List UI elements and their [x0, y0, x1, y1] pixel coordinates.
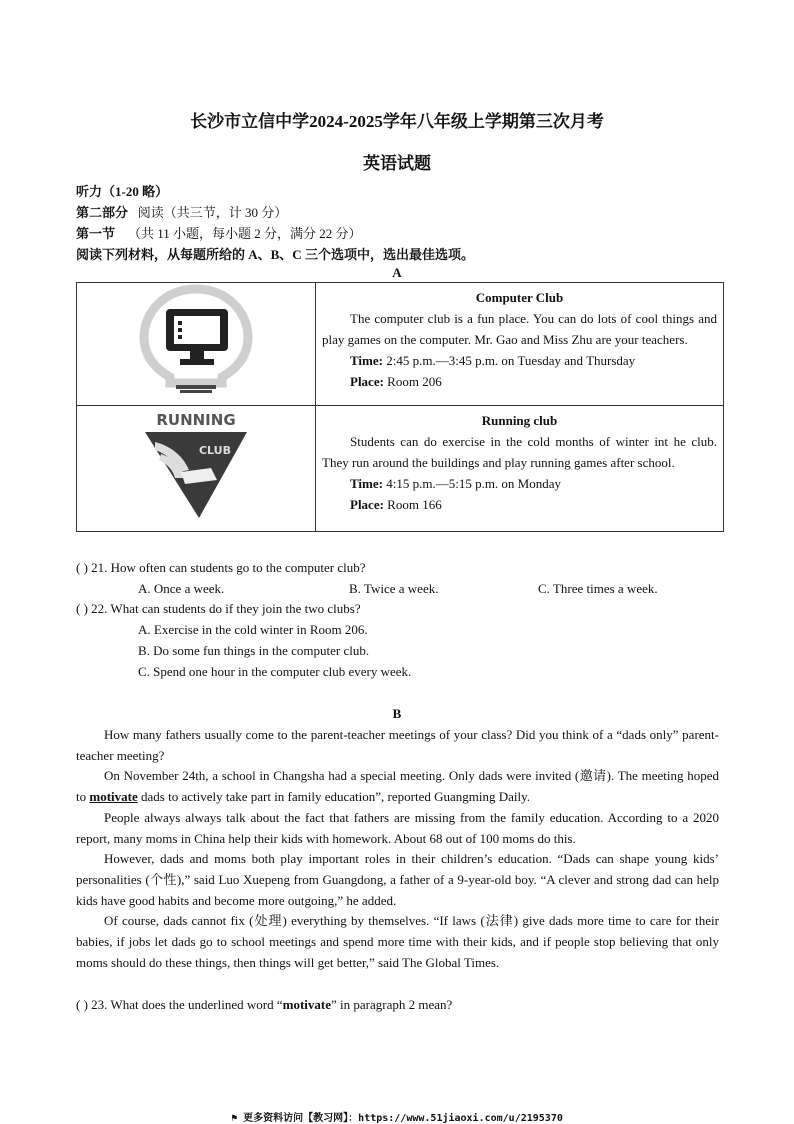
section-one-heading [76, 223, 362, 242]
computer-club-row [77, 283, 724, 406]
running-club-time-value: 4:15 p.m.—5:15 p.m. on Monday [382, 476, 562, 491]
p2-text-after: dads to actively take part in family education”, reported Guangming Daily. [137, 789, 531, 805]
computer-club-place [322, 371, 717, 392]
part-two-heading [76, 202, 287, 221]
running-club-place [322, 494, 717, 515]
question-23 [76, 997, 452, 1013]
computer-club-time [322, 350, 717, 371]
section-one-desc: （共 11 小题，每小题 2 分，满分 22 分） [128, 226, 362, 241]
computer-club-desc: The computer club is a fun place. You can do lots of cool things and play games on the computer. Mr. Gao and Miss Zhu are your teachers. [322, 311, 717, 347]
question-21: ( ) 21. How often can students go to the computer club? [76, 560, 366, 575]
underlined-word-motivate: motivate [89, 789, 138, 805]
passage-b-paragraph-4: However, dads and moms both play important roles in their children’s education. “Dads can shape young kids’ personalities (个性),” said Luo Xuepeng from Guangdong, a father of a 9-year-old boy. “A clever and strong dad can help kids have good habits and become more outgoing,” he added. [76, 851, 719, 908]
p2-text-before: On November 24th, a school in Changsha had a special meeting. Only dads were invited (邀请). The meeting hoped to [76, 768, 719, 805]
q23-text-after: ” in paragraph 2 mean? [331, 997, 453, 1012]
running-club-logo-cell [77, 406, 316, 532]
section-one-label: 第一节 [76, 226, 116, 241]
question-22: ( ) 22. What can students do if they join the two clubs? [76, 601, 361, 616]
passage-b-paragraph-5: Of course, dads cannot fix (处理) everything by themselves. “If laws (法律) give dads more time to care for their babies, if jobs let dads go to school meetings and spend more time with their kids, and if people stop believing that only moms should do these things, then things will get better,” said The Global Times. [76, 913, 719, 970]
computer-club-place-value: Room 206 [383, 374, 442, 389]
passage-b-paragraph-1: How many fathers usually come to the parent-teacher meetings of your class? Did you think of a “dads only” parent-teacher meeting? [76, 727, 719, 763]
q22-option-a: A. Exercise in the cold winter in Room 206. [138, 622, 368, 637]
computer-club-place-label: Place: [350, 374, 384, 389]
q21-option-a: A. Once a week. [138, 581, 225, 596]
computer-bulb-icon [136, 283, 256, 395]
computer-club-logo-cell [77, 283, 316, 406]
running-club-desc: Students can do exercise in the cold months of winter int he club. They run around the buildings and play running games after school. [322, 434, 717, 470]
passage-b-paragraph-3: People always always talk about the fact that fathers are missing from the family education. According to a 2020 report, many moms in China help their kids with homework. About 68 out of 100 moms do this. [76, 809, 719, 846]
part-two-label: 第二部分 [76, 205, 129, 220]
running-club-time [322, 473, 717, 494]
passage-a-label: A [392, 265, 402, 280]
passage-b-label: B [392, 706, 402, 721]
reading-instruction: 阅读下列材料，从每题所给的 A、B、C 三个选项中，选出最佳选项。 [76, 247, 474, 262]
passage-b-paragraph-2 [76, 766, 719, 807]
q21-option-b: B. Twice a week. [349, 581, 439, 596]
q23-text-before: ( ) 23. What does the underlined word “ [76, 997, 283, 1012]
part-two-desc: 阅读（共三节，计 30 分） [137, 205, 288, 220]
flag-icon: ⚑ [231, 1113, 238, 1124]
logo-club-text: CLUB [198, 444, 232, 457]
logo-running-text: RUNNING [156, 411, 236, 429]
q23-word: motivate [282, 997, 331, 1012]
running-club-place-label: Place: [350, 497, 384, 512]
computer-club-title: Computer Club [475, 290, 564, 305]
listening-note: 听力（1-20 略） [76, 184, 169, 199]
footer-text: 更多资料访问【教习网】：https://www.51jiaoxi.com/u/2195370 [243, 1113, 563, 1124]
running-club-time-label: Time: [350, 476, 383, 491]
q22-option-b: B. Do some fun things in the computer club. [138, 643, 370, 658]
footer-link[interactable] [0, 1109, 794, 1124]
computer-club-time-value: 2:45 p.m.—3:45 p.m. on Tuesday and Thursday [382, 353, 636, 368]
q22-option-c: C. Spend one hour in the computer club every week. [138, 664, 412, 679]
computer-club-info [316, 283, 724, 406]
exam-title: 长沙市立信中学2024-2025学年八年级上学期第三次月考 [190, 112, 604, 131]
computer-club-time-label: Time: [350, 353, 383, 368]
exam-subtitle: 英语试题 [363, 154, 431, 173]
q21-option-c: C. Three times a week. [538, 581, 658, 596]
running-club-row [77, 406, 724, 532]
running-club-place-value: Room 166 [383, 497, 442, 512]
running-club-info [316, 406, 724, 532]
running-club-logo-icon [141, 406, 251, 522]
passage-b-body [76, 725, 719, 973]
clubs-table [76, 282, 724, 532]
running-club-title: Running club [481, 413, 558, 428]
